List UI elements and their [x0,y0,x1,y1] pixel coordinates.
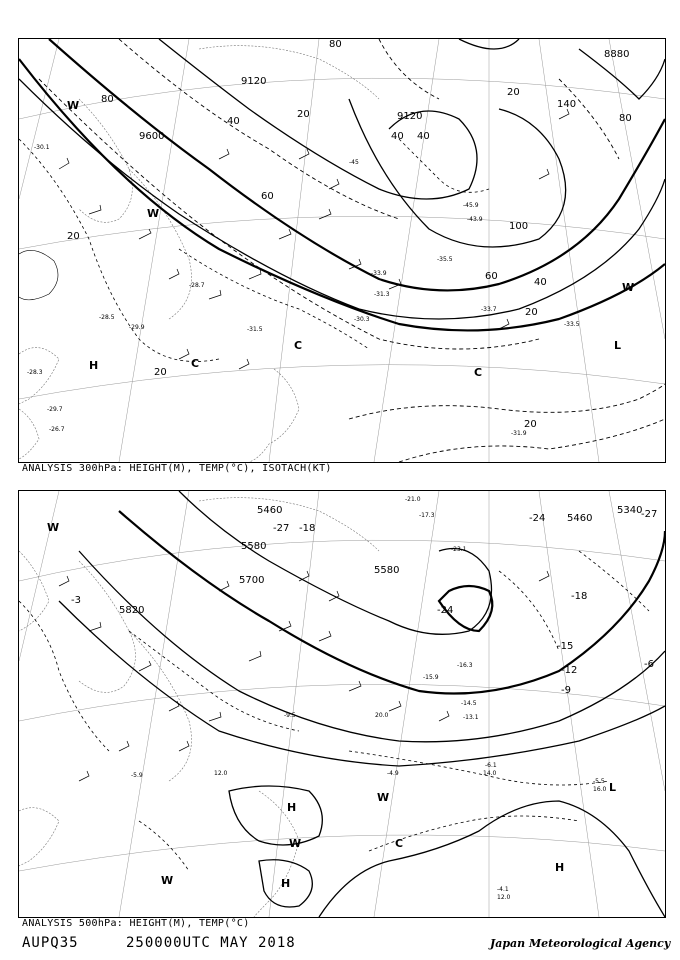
temp-label: -31.9 [511,430,527,437]
temp-label: -31.3 [374,291,390,298]
cold-marker: C [395,837,404,850]
isotach-label: 20 [67,231,80,242]
warm-marker: W [622,281,635,294]
temp-obs: -5.5 [593,778,605,785]
temp-contour-label: -24 [529,513,546,524]
temp-label: -28.3 [27,369,43,376]
temp-label: -31.5 [247,326,263,333]
map-panel-500hpa [18,490,666,918]
coastlines [19,498,379,917]
temp-obs: -9.5 [284,712,296,719]
isotach-label: 20 [154,367,167,378]
warm-marker: W [47,521,60,534]
temp-label: -26.7 [49,426,65,433]
temp-obs: -4.9 [387,770,399,777]
temp-label: -29.9 [129,324,145,331]
map-panel-300hpa [18,38,666,463]
agency-credit: Japan Meteorological Agency [490,937,671,950]
temp-label: -30.3 [354,316,370,323]
cold-marker: C [474,366,483,379]
isotach-label: 60 [485,271,498,282]
height-label: 5820 [119,605,145,616]
panel-caption-300hpa: ANALYSIS 300hPa: HEIGHT(M), TEMP(°C), ISOTACH(KT) [22,463,332,474]
temp-label: -45 [349,159,359,166]
low-marker: L [609,781,617,794]
wind-barbs [59,571,549,781]
temp-contour-label: -18 [299,523,316,534]
isotach-label: 20 [507,87,520,98]
temp-contour-label: -15 [557,641,574,652]
temp-label: -33.5 [564,321,580,328]
map-300hpa [19,39,665,462]
high-marker: H [555,861,565,874]
isotach-label: 40 [227,116,240,127]
temp-contour-label: -6 [644,659,654,670]
temp-label: -29.7 [47,406,63,413]
low-marker: L [614,339,622,352]
temp-obs: -5.9 [131,772,143,779]
temp-contour-label: -3 [71,595,81,606]
temp-obs: -6.1 [485,762,497,769]
height-label: 5340 [617,505,643,516]
height-contours [19,39,665,330]
height-label: 9120 [241,76,267,87]
temp-label: -33.7 [481,306,497,313]
graticule [19,491,665,917]
height-label: 9600 [139,131,165,142]
cold-marker: C [191,357,200,370]
temp-label: -43.9 [467,216,483,223]
temp-obs: -15.9 [423,674,439,681]
valid-time: 250000UTC MAY 2018 [126,935,296,951]
isotach-label: 80 [101,94,114,105]
temp-obs: -21.0 [405,496,421,503]
cold-marker: C [294,339,303,352]
temp-label: -35.5 [437,256,453,263]
temp-label: -45.9 [463,202,479,209]
temp-contour-label: -27 [641,509,658,520]
warm-marker: W [289,837,302,850]
temp-obs: -13.1 [463,714,479,721]
temp-obs: -4.1 [497,886,509,893]
temp-contour-label: -24 [437,605,454,616]
temp-label: -28.5 [99,314,115,321]
temp-contour-label: -9 [561,685,571,696]
temperature-contours [19,551,649,871]
height-label: 9120 [397,111,423,122]
height-label: 5460 [567,513,593,524]
temp-obs: -17.3 [419,512,435,519]
height-label: 5580 [374,565,400,576]
height-contours [59,491,665,917]
isotach-label: 80 [329,39,342,50]
temp-label: -30.1 [34,144,50,151]
temp-obs: -23.1 [451,546,467,553]
temp-obs: -14.5 [461,700,477,707]
temp-obs: -16.3 [457,662,473,669]
warm-marker: W [161,874,174,887]
temp-label: -33.9 [371,270,387,277]
isotach-label: 20 [524,419,537,430]
height-label: 5460 [257,505,283,516]
height-label: 5580 [241,541,267,552]
isotach-label: 40 [417,131,430,142]
isotach-label: 60 [261,191,274,202]
temp-obs: 16.0 [593,786,607,793]
isotach-label: 20 [525,307,538,318]
high-marker: H [89,359,99,372]
high-marker: H [287,801,297,814]
temp-contour-label: -27 [273,523,290,534]
warm-marker: W [147,207,160,220]
isotach-label: 40 [391,131,404,142]
isotach-label: 80 [619,113,632,124]
temp-contour-label: -18 [571,591,588,602]
warm-marker: W [67,99,80,112]
temp-label: -28.7 [189,282,205,289]
panel-caption-500hpa: ANALYSIS 500hPa: HEIGHT(M), TEMP(°C) [22,918,250,929]
isotach-label: 140 [557,99,577,110]
map-500hpa [19,491,665,917]
isotach-label: 20 [297,109,310,120]
height-label: 8880 [604,49,630,60]
temp-contour-label: -12 [561,665,578,676]
temp-obs: 14.0 [483,770,497,777]
temp-obs: 20.0 [375,712,389,719]
isotach-label: 40 [534,277,547,288]
temp-obs: 12.0 [497,894,511,901]
isotach-label: 100 [509,221,529,232]
height-label: 5700 [239,575,265,586]
chart-id: AUPQ35 [22,935,79,951]
temp-obs: 12.0 [214,770,228,777]
high-marker: H [281,877,291,890]
warm-marker: W [377,791,390,804]
